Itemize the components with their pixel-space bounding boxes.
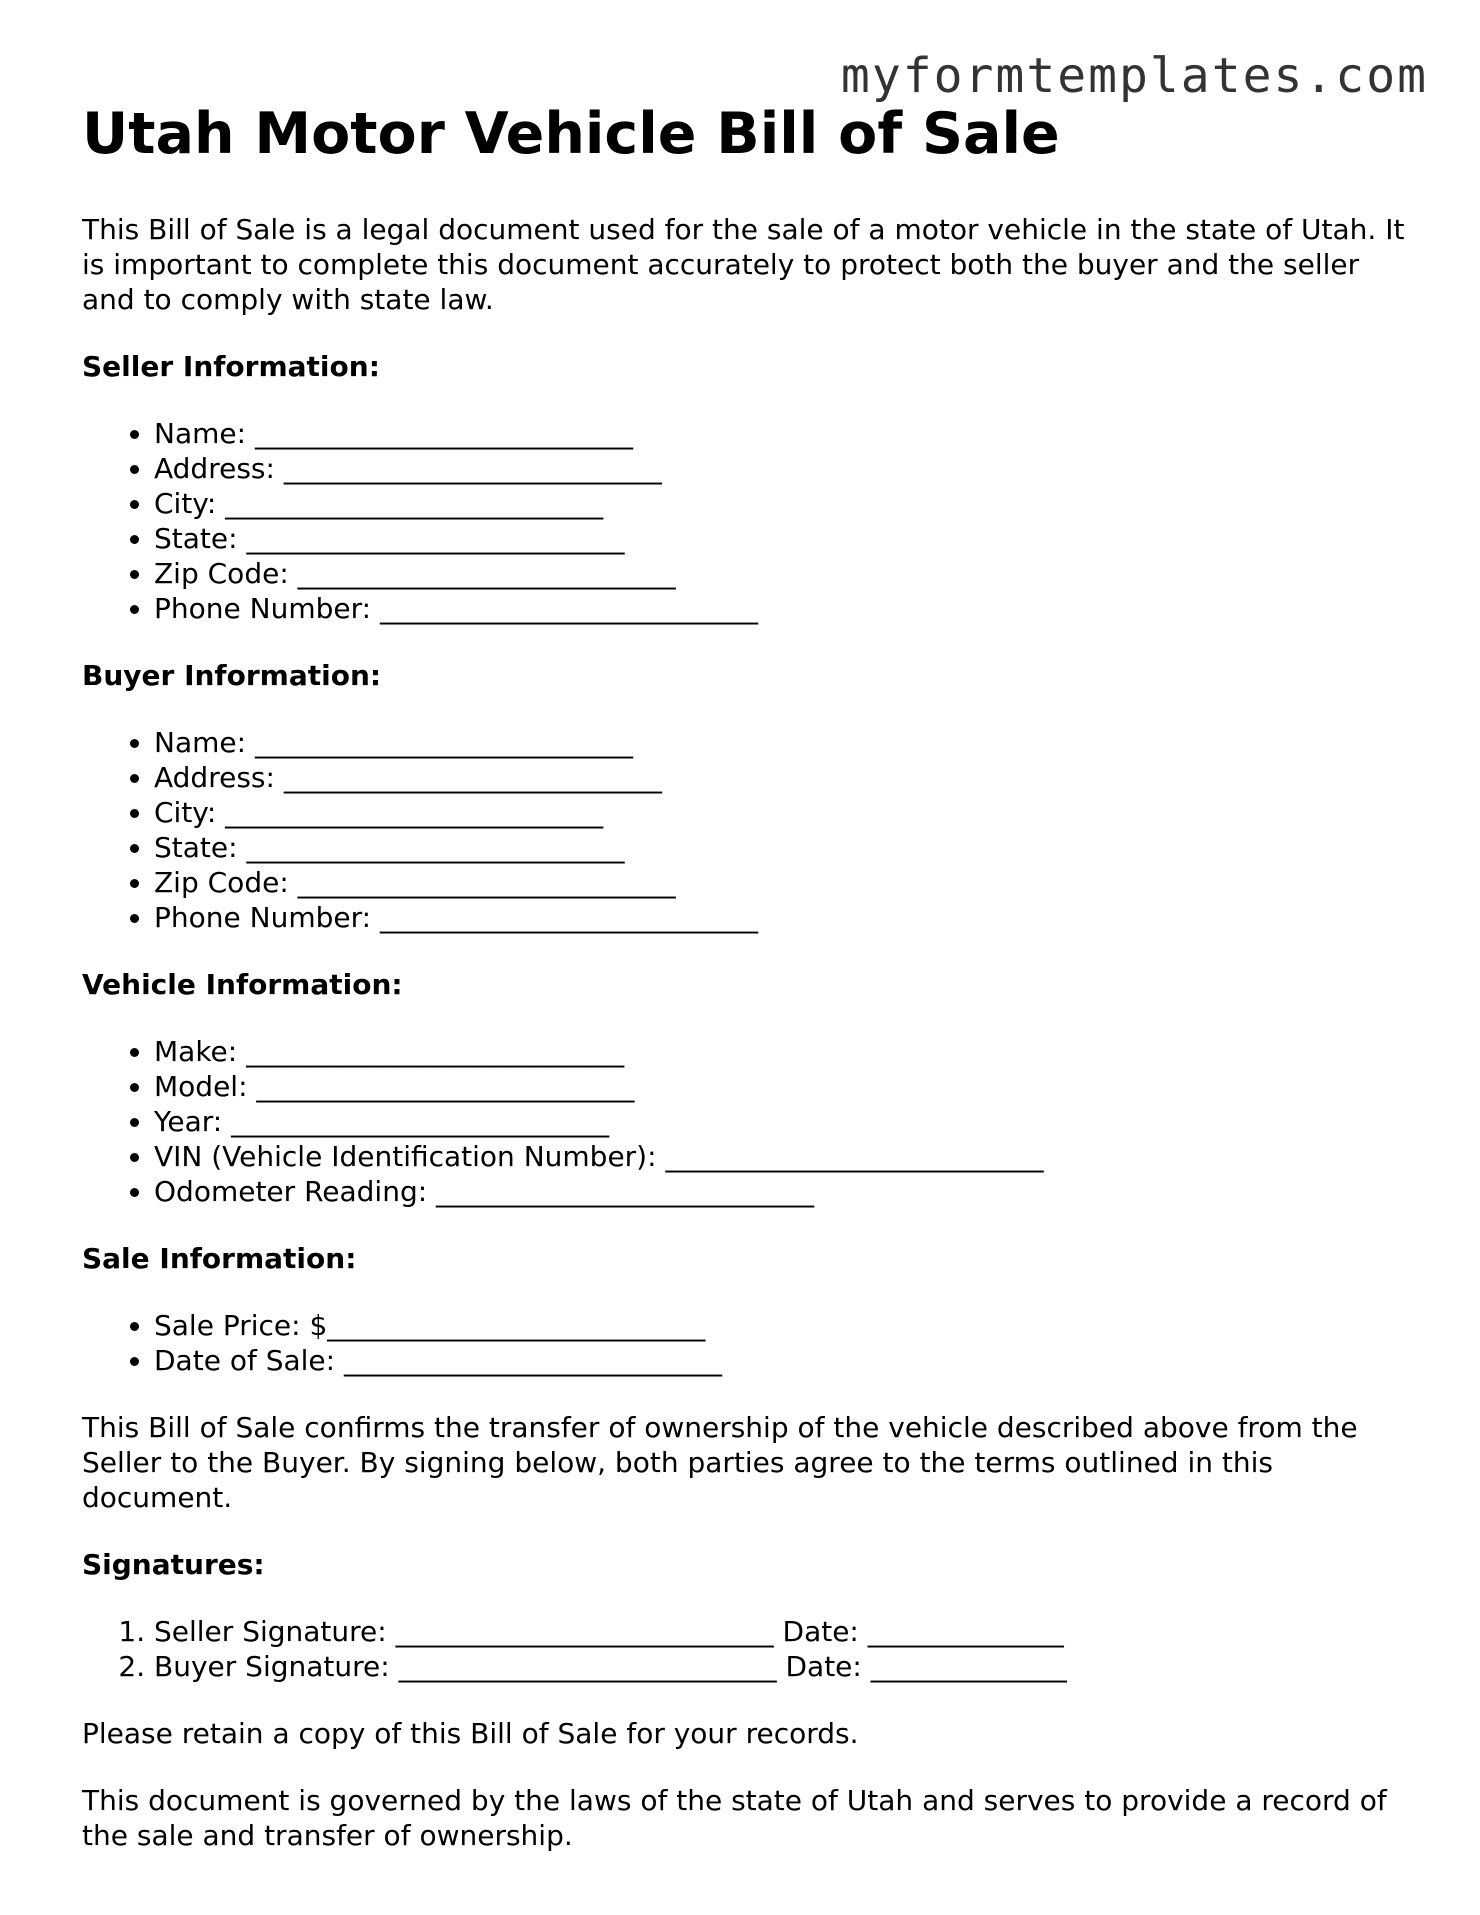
buyer-signature-line[interactable]: 2. Buyer Signature: ___________________________ Date: ______________: [154, 1649, 1412, 1684]
vehicle-year-field[interactable]: • Year: ___________________________: [154, 1104, 1412, 1139]
seller-zip-field[interactable]: • Zip Code: ___________________________: [154, 556, 1412, 591]
buyer-city-field[interactable]: • City: ___________________________: [154, 795, 1412, 830]
vehicle-fields-list: [82, 1034, 1412, 1209]
confirmation-paragraph: This Bill of Sale confirms the transfer of ownership of the vehicle described above from the Seller to the Buyer. By signing below, both parties agree to the terms outlined in this document.: [82, 1411, 1358, 1515]
buyer-state-field[interactable]: • State: ___________________________: [154, 830, 1412, 865]
signatures-list: [82, 1614, 1412, 1684]
sale-price-field[interactable]: • Sale Price: $___________________________: [154, 1308, 1412, 1343]
document-page: [82, 100, 1412, 1885]
buyer-phone-field[interactable]: • Phone Number: ___________________________: [154, 900, 1412, 935]
vehicle-make-field[interactable]: • Make: ___________________________: [154, 1034, 1412, 1069]
buyer-fields-list: [82, 725, 1412, 935]
buyer-address-field[interactable]: • Address: ___________________________: [154, 760, 1412, 795]
sale-section-heading: Sale Information:: [82, 1242, 357, 1276]
vehicle-vin-field[interactable]: • VIN (Vehicle Identification Number): ___________________________: [154, 1139, 1412, 1174]
sale-fields-list: [82, 1308, 1412, 1378]
buyer-name-field[interactable]: • Name: ___________________________: [154, 725, 1412, 760]
sale-date-field[interactable]: • Date of Sale: ___________________________: [154, 1343, 1412, 1378]
seller-fields-list: [82, 416, 1412, 626]
buyer-section-heading: Buyer Information:: [82, 659, 382, 693]
vehicle-model-field[interactable]: • Model: ___________________________: [154, 1069, 1412, 1104]
seller-address-field[interactable]: • Address: ___________________________: [154, 451, 1412, 486]
seller-signature-line[interactable]: 1. Seller Signature: ___________________________ Date: ______________: [154, 1614, 1412, 1649]
seller-phone-field[interactable]: • Phone Number: ___________________________: [154, 591, 1412, 626]
signatures-section-heading: Signatures:: [82, 1548, 265, 1582]
site-watermark: myformtemplates.com: [840, 48, 1428, 104]
seller-name-field[interactable]: • Name: ___________________________: [154, 416, 1412, 451]
vehicle-odometer-field[interactable]: • Odometer Reading: ___________________________: [154, 1174, 1412, 1209]
seller-section-heading: Seller Information:: [82, 350, 380, 384]
buyer-zip-field[interactable]: • Zip Code: ___________________________: [154, 865, 1412, 900]
retain-copy-note: Please retain a copy of this Bill of Sale for your records.: [82, 1717, 859, 1751]
governing-law-note: This document is governed by the laws of the state of Utah and serves to provide a record of the sale and transfer of ownership.: [82, 1784, 1387, 1853]
seller-state-field[interactable]: • State: ___________________________: [154, 521, 1412, 556]
document-title: Utah Motor Vehicle Bill of Sale: [82, 101, 1060, 167]
intro-paragraph: This Bill of Sale is a legal document used for the sale of a motor vehicle in the state of Utah. It is important to complete this document accurately to protect both the buyer and the seller and to comply with state law.: [82, 213, 1405, 317]
seller-city-field[interactable]: • City: ___________________________: [154, 486, 1412, 521]
vehicle-section-heading: Vehicle Information:: [82, 968, 403, 1002]
